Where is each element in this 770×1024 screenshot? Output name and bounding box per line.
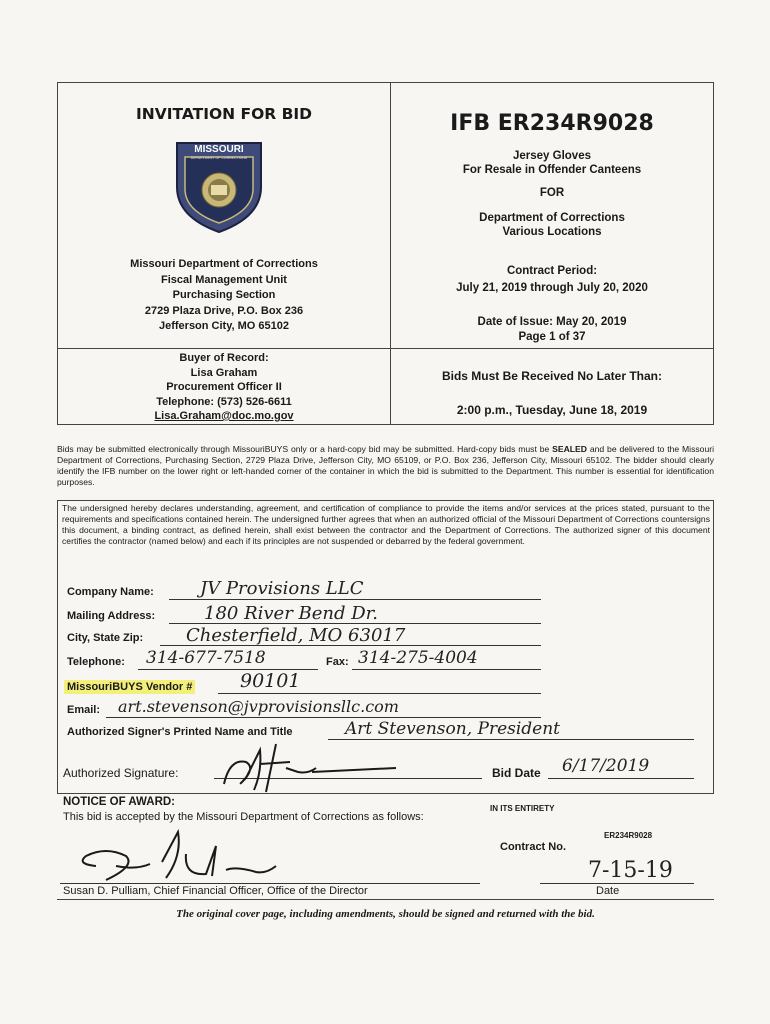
email-field[interactable]: art.stevenson@jvprovisionsllc.com — [118, 697, 399, 716]
department-info — [391, 211, 713, 239]
fax-line — [352, 669, 541, 670]
vendor-number-line — [218, 693, 541, 694]
bid-date-field[interactable]: 6/17/2019 — [562, 756, 650, 776]
email-line — [106, 717, 541, 718]
for-label: FOR — [539, 187, 565, 199]
deadline-label: Bids Must Be Received No Later Than: — [441, 369, 663, 383]
item-description — [391, 149, 713, 177]
contract-number-label: Contract No. — [500, 841, 566, 853]
page-count: Page 1 of 37 — [518, 331, 586, 343]
contract-period-label: Contract Period: — [506, 265, 598, 277]
company-name-label: Company Name: — [67, 586, 154, 598]
company-name-field[interactable]: JV Provisions LLC — [200, 578, 364, 599]
buyer-telephone: Telephone: (573) 526-6611 — [156, 395, 292, 408]
seal-text: MISSOURI — [194, 144, 244, 155]
instructions-part-b: and be delivered to the Missouri Department of Corrections, Purchasing Section, 2729 Plaza Drive, Jefferson City, MO 65109, or P.O. Box 236, Jefferson City, Missouri 65102. The bidder should clearly identify the IFB number on the lower right or left-handed corner of the container in which the bid is submitted to the Department. This number is essential for identification purposes. — [57, 444, 715, 487]
signature-label: Authorized Signature: — [63, 766, 179, 780]
official-signature-icon — [66, 826, 286, 890]
dept-line-1: Department of Corrections — [479, 212, 625, 224]
header-right-box — [390, 82, 714, 349]
certification-text: The undersigned hereby declares understanding, agreement, and certification of compliance to provide the items and/or services at the prices stated, pursuant to the requirements and specifications contained herein. The undersigned further agrees that when an authorized official of the Missouri Department of Corrections countersigns this document, a binding contract, as defined herein, shall exist between the contractor and the Department of Corrections. The authorized signer of this document certifies the contractor (named below) and each if its principles are not suspended or debarred by the federal government. — [62, 503, 710, 546]
buyer-email-link[interactable]: Lisa.Graham@doc.mo.gov — [154, 410, 294, 422]
contract-period — [391, 263, 713, 297]
city-state-zip-label: City, State Zip: — [67, 632, 144, 644]
mailing-address-field[interactable]: 180 River Bend Dr. — [204, 603, 379, 624]
issue-info — [391, 315, 713, 345]
award-date-value: 7-15-19 — [588, 858, 673, 883]
vendor-number-label-text: MissouriBUYS Vendor # — [67, 681, 193, 693]
buyer-title: Procurement Officer II — [166, 381, 282, 393]
notice-of-award-text: This bid is accepted by the Missouri Department of Corrections as follows: — [63, 811, 424, 823]
deadline-box — [390, 348, 714, 425]
vendor-number-field[interactable]: 90101 — [240, 670, 301, 692]
address-line-3: Purchasing Section — [172, 289, 276, 301]
agency-address — [58, 257, 390, 335]
address-line-5: Jefferson City, MO 65102 — [158, 320, 289, 332]
bidder-signature-icon — [216, 738, 406, 794]
buyer-box — [57, 348, 391, 425]
invitation-title: INVITATION FOR BID — [135, 105, 313, 123]
bid-date-label: Bid Date — [492, 766, 541, 780]
instructions-part-a: Bids may be submitted electronically through MissouriBUYS only or a hard-copy bid may be submitted. Hard-copy bids must be — [57, 444, 553, 454]
contract-period-value: July 21, 2019 through July 20, 2020 — [456, 282, 648, 294]
deadline-value: 2:00 p.m., Tuesday, June 18, 2019 — [456, 403, 648, 417]
address-line-2: Fiscal Management Unit — [161, 273, 287, 286]
item-line-1: Jersey Gloves — [512, 150, 591, 162]
contract-number-value: ER234R9028 — [604, 831, 653, 840]
company-name-line — [169, 599, 541, 600]
email-label: Email: — [67, 704, 101, 716]
award-date-label: Date — [596, 885, 620, 897]
vendor-number-label — [64, 680, 195, 694]
official-signature-line — [60, 883, 480, 884]
header-left-box — [57, 82, 391, 349]
ifb-number: IFB ER234R9028 — [450, 111, 654, 136]
fax-field[interactable]: 314-275-4004 — [358, 648, 478, 668]
mailing-address-label: Mailing Address: — [67, 610, 156, 622]
address-line-1: Missouri Department of Corrections — [130, 258, 318, 270]
seal-subtext: DEPARTMENT OF CORRECTIONS — [190, 156, 248, 160]
date-of-issue: Date of Issue: May 20, 2019 — [477, 316, 627, 328]
signer-name-field[interactable]: Art Stevenson, President — [345, 719, 561, 739]
buyer-label: Buyer of Record: — [179, 352, 269, 364]
city-state-zip-field[interactable]: Chesterfield, MO 63017 — [186, 625, 406, 646]
footer-note: The original cover page, including amendments, should be signed and returned with the bid. — [176, 908, 595, 920]
telephone-field[interactable]: 314-677-7518 — [146, 648, 266, 668]
fax-label: Fax: — [326, 656, 349, 668]
address-line-4: 2729 Plaza Drive, P.O. Box 236 — [144, 304, 304, 317]
award-date-line — [540, 883, 694, 884]
buyer-info — [58, 351, 390, 424]
telephone-label: Telephone: — [67, 656, 125, 668]
buyer-name: Lisa Graham — [190, 366, 258, 379]
item-line-2: For Resale in Offender Canteens — [462, 164, 642, 176]
submission-instructions — [57, 444, 714, 488]
official-name: Susan D. Pulliam, Chief Financial Officer, Office of the Director — [63, 885, 368, 897]
award-bottom-border — [57, 899, 714, 900]
bid-date-line — [548, 778, 694, 779]
in-its-entirety-stamp: IN ITS ENTIRETY — [490, 804, 555, 813]
notice-of-award-title: NOTICE OF AWARD: — [63, 796, 176, 808]
instructions-sealed: SEALED — [552, 444, 587, 454]
missouri-doc-seal-icon — [171, 135, 267, 235]
dept-line-2: Various Locations — [502, 226, 602, 238]
signer-name-label: Authorized Signer's Printed Name and Title — [67, 726, 293, 738]
